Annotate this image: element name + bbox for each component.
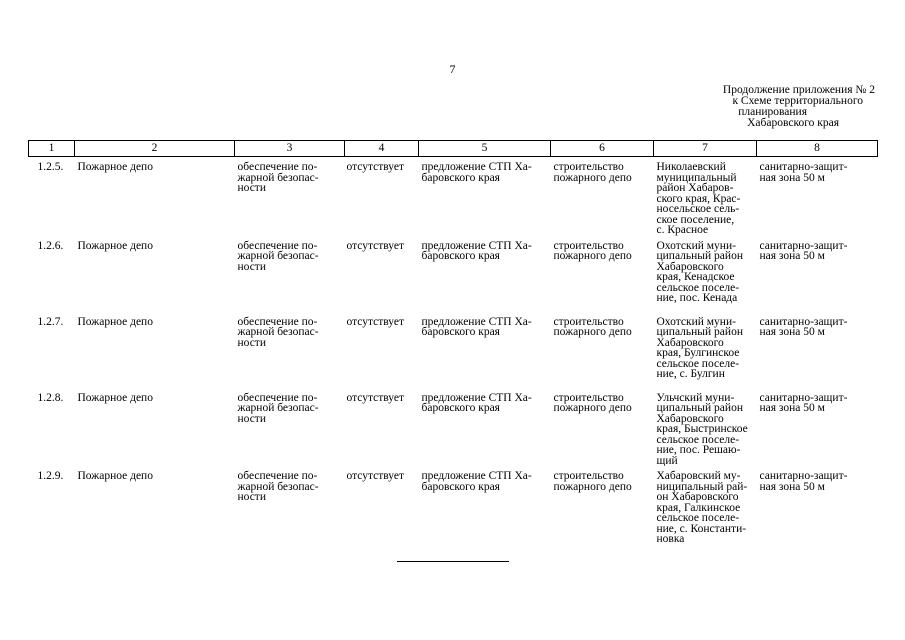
object-status: отсутствует [346, 161, 405, 173]
column-header: 8 [757, 141, 878, 157]
object-status: отсутствует [346, 470, 405, 482]
object-purpose: обеспечение по- жарной безопас- ности [237, 391, 319, 425]
object-proposal: предложение СТП Ха- баровского края [421, 161, 532, 184]
object-zone: санитарно-защит- ная зона 50 м [759, 161, 848, 184]
column-header: 6 [551, 141, 654, 157]
table-row [29, 388, 878, 467]
table-row [29, 312, 878, 388]
column-header: 4 [345, 141, 419, 157]
appendix-caption [723, 85, 875, 129]
object-status: отсутствует [346, 239, 405, 252]
column-header: 5 [419, 141, 551, 157]
object-location: Охотский муни- ципальный район Хабаровского края, Кенадское сельское поселе- ние, пос. Кенада [656, 239, 743, 304]
object-action: строительство пожарного депо [553, 239, 632, 262]
appendix-line-4: Хабаровского края [747, 117, 839, 129]
object-action: строительство пожарного депо [553, 315, 632, 338]
table-header-row [29, 141, 878, 157]
object-proposal: предложение СТП Ха- баровского края [421, 315, 532, 338]
object-name: Пожарное депо [77, 391, 153, 404]
column-header: 2 [75, 141, 235, 157]
facilities-table [28, 140, 878, 545]
object-proposal: предложение СТП Ха- баровского края [421, 391, 532, 414]
object-action: строительство пожарного депо [553, 470, 632, 493]
object-location: Хабаровский му- ниципальный рай- он Хабаровского края, Галкинское сельское поселе- ние, с. Константи- новка [656, 470, 748, 545]
object-zone: санитарно-защит- ная зона 50 м [759, 315, 848, 338]
object-action: строительство пожарного депо [553, 161, 632, 184]
object-name: Пожарное депо [77, 315, 153, 328]
table-row [29, 236, 878, 312]
appendix-line-1: Продолжение приложения № 2 [722, 84, 875, 96]
table-row [29, 466, 878, 545]
row-number: 1.2.5. [37, 161, 64, 173]
row-number: 1.2.6. [37, 239, 64, 252]
row-number: 1.2.8. [37, 391, 64, 404]
column-header: 7 [654, 141, 757, 157]
object-name: Пожарное депо [77, 161, 153, 173]
row-number: 1.2.7. [37, 315, 64, 328]
object-zone: санитарно-защит- ная зона 50 м [759, 470, 848, 493]
object-purpose: обеспечение по- жарной безопас- ности [237, 161, 319, 194]
appendix-line-3: планирования [738, 106, 807, 118]
object-name: Пожарное депо [77, 239, 153, 252]
table-row [29, 157, 878, 236]
object-proposal: предложение СТП Ха- баровского края [421, 239, 532, 262]
row-number: 1.2.9. [37, 470, 64, 482]
object-location: Ульчский муни- ципальный район Хабаровского края, Быстринское сельское поселе- ние, пос. Решаю- щий [656, 391, 748, 466]
object-status: отсутствует [346, 315, 405, 328]
object-purpose: обеспечение по- жарной безопас- ности [237, 315, 319, 349]
object-proposal: предложение СТП Ха- баровского края [421, 470, 532, 493]
column-header: 1 [29, 141, 75, 157]
column-header: 3 [235, 141, 345, 157]
object-location: Николаевский муниципальный район Хабаров- ского края, Крас- носельское сель- ское поселение, с. Красное [656, 161, 741, 236]
object-purpose: обеспечение по- жарной безопас- ности [237, 239, 319, 273]
appendix-line-2: к Схеме территориального [732, 95, 863, 107]
page-number: 7 [449, 62, 456, 76]
object-zone: санитарно-защит- ная зона 50 м [759, 391, 848, 414]
object-zone: санитарно-защит- ная зона 50 м [759, 239, 848, 262]
footnote-divider [397, 561, 509, 562]
object-location: Охотский муни- ципальный район Хабаровского края, Булгинское сельское поселе- ние, с. Булгин [656, 315, 743, 380]
object-name: Пожарное депо [77, 470, 153, 482]
object-action: строительство пожарного депо [553, 391, 632, 414]
object-status: отсутствует [346, 391, 405, 404]
object-purpose: обеспечение по- жарной безопас- ности [237, 470, 319, 503]
